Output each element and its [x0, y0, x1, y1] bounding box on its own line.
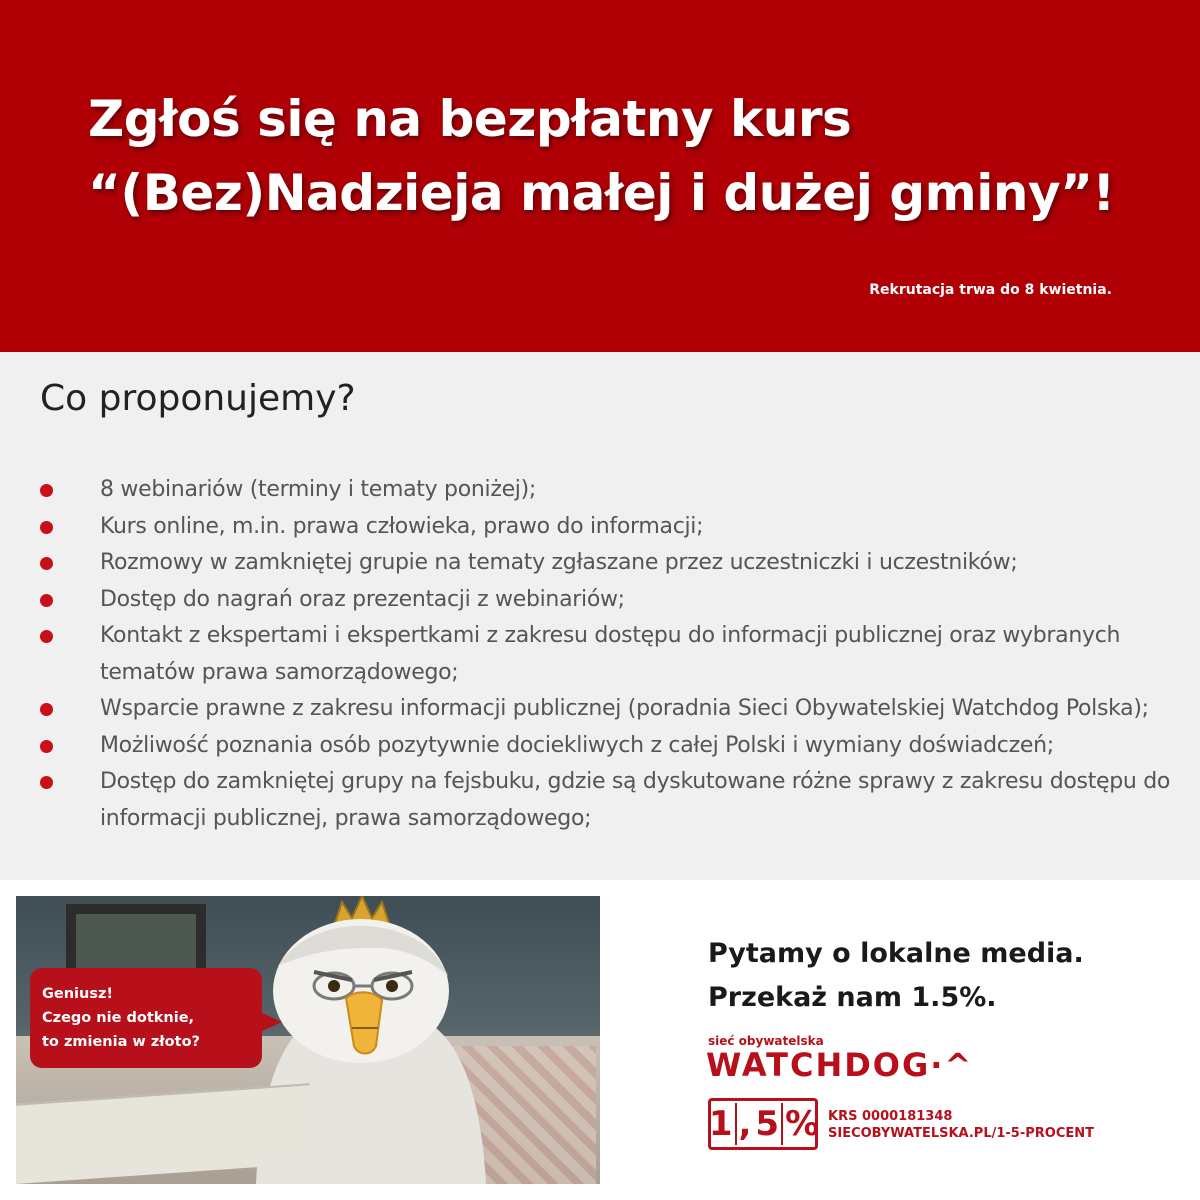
- list-item-text: Kurs online, m.in. prawa człowieka, prawo do informacji;: [100, 513, 704, 539]
- speech-bubble: [30, 968, 262, 1068]
- list-item: [40, 728, 1190, 765]
- percent-sign: %: [785, 1104, 820, 1144]
- donation-url[interactable]: SIECOBYWATELSKA.PL/1-5-PROCENT: [828, 1126, 1094, 1141]
- list-item-text: Kontakt z ekspertami i ekspertkami z zakresu dostępu do informacji publicznej oraz wybranych tematów prawa samorządowego;: [100, 623, 1121, 685]
- headline-line-1: Zgłoś się na bezpłatny kurs: [88, 90, 852, 148]
- headline: [88, 82, 1148, 230]
- bubble-line-1: Geniusz!: [42, 986, 114, 1002]
- bullet-icon: [40, 703, 53, 716]
- krs-info: [828, 1108, 1094, 1142]
- recruitment-deadline: Rekrutacja trwa do 8 kwietnia.: [869, 282, 1112, 298]
- offer-section: [0, 352, 1200, 880]
- percent-badge: [708, 1098, 818, 1150]
- headline-line-2: “(Bez)Nadzieja małej i dużej gminy”!: [88, 164, 1115, 222]
- offer-list: [40, 472, 1190, 837]
- percent-separator: ,: [738, 1104, 752, 1144]
- donation-banner: [0, 880, 1200, 1200]
- list-item-text: 8 webinariów (terminy i tematy poniżej);: [100, 477, 537, 502]
- list-item-text: Dostęp do nagrań oraz prezentacji z webinariów;: [100, 586, 625, 612]
- percent-digit-1: 1: [707, 1103, 737, 1145]
- header-banner: [0, 0, 1200, 352]
- bullet-icon: [40, 740, 53, 753]
- slogan-line-2: Przekaż nam 1.5%.: [708, 982, 997, 1013]
- bullet-icon: [40, 594, 53, 607]
- list-item-text: Dostęp do zamkniętej grupy na fejsbuku, gdzie są dyskutowane różne sprawy z zakresu dostępu do informacji publicznej, prawa samorządowego;: [100, 769, 1171, 831]
- bullet-icon: [40, 557, 53, 570]
- eagle-photo: [16, 896, 600, 1184]
- list-item: [40, 472, 1190, 509]
- slogan-line-1: Pytamy o lokalne media.: [708, 938, 1084, 969]
- list-item-text: Możliwość poznania osób pozytywnie dociekliwych z całej Polski i wymiany doświadczeń;: [100, 732, 1054, 758]
- bullet-icon: [40, 630, 53, 643]
- list-item: [40, 545, 1190, 582]
- percent-digit-2: 5: [753, 1103, 783, 1145]
- bullet-icon: [40, 776, 53, 789]
- list-item: [40, 691, 1190, 728]
- list-item: [40, 618, 1190, 691]
- bullet-icon: [40, 521, 53, 534]
- krs-number: KRS 0000181348: [828, 1109, 953, 1124]
- slogan: [708, 932, 1084, 1020]
- list-item: [40, 509, 1190, 546]
- list-item-text: Rozmowy w zamkniętej grupie na tematy zgłaszane przez uczestniczki i uczestników;: [100, 550, 1018, 575]
- list-item: [40, 764, 1190, 837]
- bubble-line-2: Czego nie dotknie,: [42, 1010, 195, 1026]
- offer-title: Co proponujemy?: [40, 378, 356, 419]
- org-name-small: sieć obywatelska: [708, 1034, 824, 1048]
- bubble-line-3: to zmienia w złoto?: [42, 1034, 200, 1050]
- list-item-text: Wsparcie prawne z zakresu informacji publicznej (poradnia Sieci Obywatelskiej Watchdog Polska);: [100, 696, 1149, 721]
- watchdog-logo: WATCHDOG·^: [706, 1046, 974, 1084]
- bullet-icon: [40, 484, 53, 497]
- list-item: [40, 582, 1190, 619]
